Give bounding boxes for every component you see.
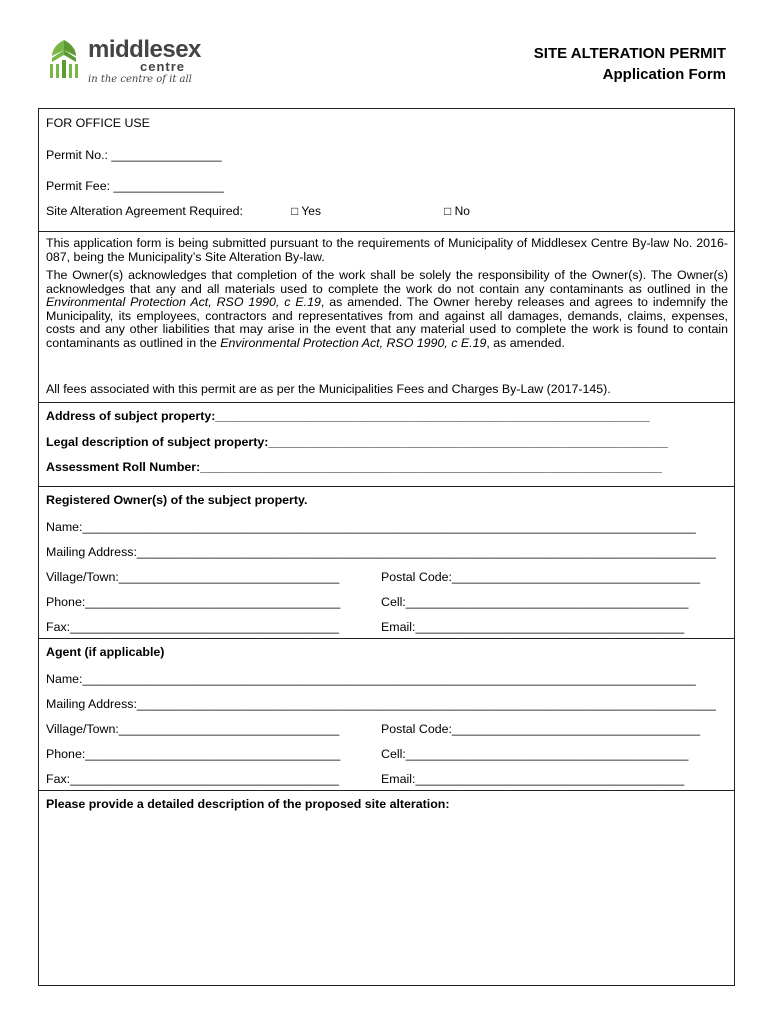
agent-email-field[interactable]: Email:_______________________________________ (381, 772, 685, 786)
owner-fax-field[interactable]: Fax:_______________________________________ (46, 620, 339, 634)
permit-fee-field[interactable]: Permit Fee: ________________ (46, 179, 224, 193)
leaf-logo-icon (44, 38, 84, 80)
agent-name-label: Name: (46, 672, 83, 686)
agent-phone-label: Phone: (46, 747, 86, 761)
agent-email-label: Email: (381, 772, 416, 786)
owner-mailing-field[interactable]: Mailing Address:____________________________________________________________________________________ (46, 545, 716, 559)
release-paragraph (46, 269, 728, 351)
owner-name-field[interactable]: Name:_________________________________________________________________________________________ (46, 520, 696, 534)
form-subtitle: Application Form (602, 66, 726, 83)
office-use-heading: FOR OFFICE USE (46, 116, 150, 130)
owner-mailing-label: Mailing Address: (46, 545, 137, 559)
owner-fax-label: Fax: (46, 620, 71, 634)
agent-phone-field[interactable]: Phone:_____________________________________ (46, 747, 341, 761)
description-heading: Please provide a detailed description of the proposed site alteration: (46, 797, 450, 811)
agent-village-field[interactable]: Village/Town:________________________________ (46, 722, 340, 736)
agent-fax-field[interactable]: Fax:_______________________________________ (46, 772, 339, 786)
legal-description-label: Legal description of subject property: (46, 435, 269, 449)
fees-paragraph: All fees associated with this permit are as per the Municipalities Fees and Charges By-Law (2017-145). (46, 382, 611, 396)
agent-village-label: Village/Town: (46, 722, 119, 736)
owner-village-field[interactable]: Village/Town:________________________________ (46, 570, 340, 584)
intro-paragraph: This application form is being submitted pursuant to the requirements of Municipality of Middlesex Centre By-law No. 2016-087, being the Municipality’s Site Alteration By-law. (46, 236, 728, 264)
municipality-logo (44, 38, 214, 88)
owner-cell-label: Cell: (381, 595, 406, 609)
address-field[interactable]: Address of subject property:_______________________________________________________________ (46, 409, 650, 423)
owner-phone-label: Phone: (46, 595, 86, 609)
release-text-1: The Owner(s) acknowledges that completion of the work shall be solely the responsibility of the Owner(s). The Owner(s) acknowledges that any and all materials used to complete the work do not contain any contaminants as outlined in the (46, 268, 728, 296)
agreement-yes-checkbox[interactable]: □ Yes (291, 204, 321, 218)
owner-email-label: Email: (381, 620, 416, 634)
address-label: Address of subject property: (46, 409, 216, 423)
logo-tagline: in the centre of it all (88, 74, 192, 85)
owner-name-label: Name: (46, 520, 83, 534)
act-reference-1: Environmental Protection Act, RSO 1990, c E.19 (46, 295, 321, 310)
description-section[interactable] (39, 791, 734, 985)
owner-heading: Registered Owner(s) of the subject property. (46, 493, 308, 507)
release-text-2: , as amended. The Owner hereby releases and agrees to indemnify the Municipality, its employees, contractors and representatives from and against all damages, demands, claims, expenses, costs and any other liabilities that may arise in the event that any material used to complete the work is found to contain contaminants as outlined in the (46, 295, 728, 350)
agent-cell-label: Cell: (381, 747, 406, 761)
release-text-3: , as amended. (486, 335, 565, 350)
act-reference-2: Environmental Protection Act, RSO 1990, c E.19 (220, 335, 487, 350)
property-section (39, 403, 734, 487)
agent-heading: Agent (if applicable) (46, 645, 165, 659)
owner-email-field[interactable]: Email:_______________________________________ (381, 620, 685, 634)
agent-name-field[interactable]: Name:_________________________________________________________________________________________ (46, 672, 696, 686)
agent-postal-field[interactable]: Postal Code:____________________________________ (381, 722, 701, 736)
form-title: SITE ALTERATION PERMIT (533, 45, 726, 62)
owner-village-label: Village/Town: (46, 570, 119, 584)
owner-postal-label: Postal Code: (381, 570, 452, 584)
logo-name: middlesex (88, 36, 201, 63)
logo-sub: centre (140, 59, 186, 74)
owner-phone-field[interactable]: Phone:_____________________________________ (46, 595, 341, 609)
roll-number-label: Assessment Roll Number: (46, 460, 201, 474)
permit-no-field[interactable]: Permit No.: ________________ (46, 148, 222, 162)
terms-section (39, 232, 734, 403)
roll-number-field[interactable]: Assessment Roll Number:___________________________________________________________________ (46, 460, 662, 474)
office-use-section (39, 109, 734, 232)
agent-section (39, 639, 734, 791)
agent-fax-label: Fax: (46, 772, 71, 786)
agent-mailing-field[interactable]: Mailing Address:____________________________________________________________________________________ (46, 697, 716, 711)
agreement-no-checkbox[interactable]: □ No (444, 204, 470, 218)
owner-section (39, 487, 734, 639)
agreement-label: Site Alteration Agreement Required: (46, 204, 243, 218)
agent-cell-field[interactable]: Cell:_________________________________________ (381, 747, 689, 761)
legal-description-field[interactable]: Legal description of subject property:__________________________________________________________ (46, 435, 669, 449)
form-box (38, 108, 735, 986)
owner-cell-field[interactable]: Cell:_________________________________________ (381, 595, 689, 609)
agent-mailing-label: Mailing Address: (46, 697, 137, 711)
agent-postal-label: Postal Code: (381, 722, 452, 736)
owner-postal-field[interactable]: Postal Code:____________________________________ (381, 570, 701, 584)
